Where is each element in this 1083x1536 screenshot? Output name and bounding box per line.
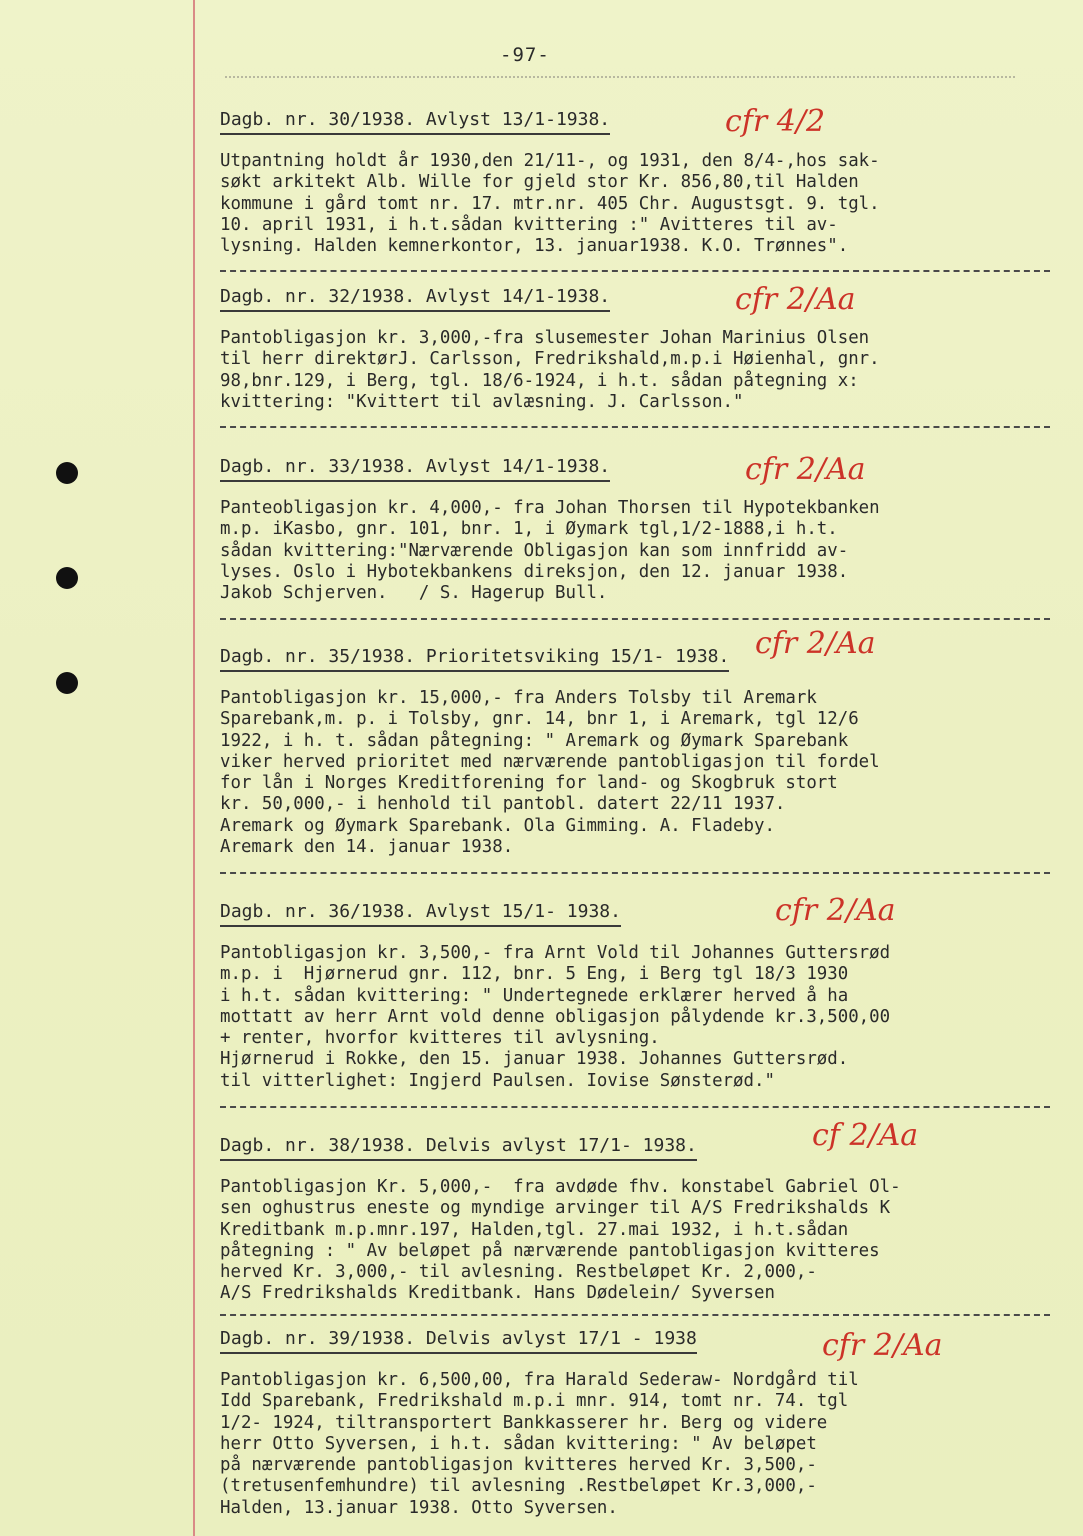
entry-heading: Dagb. nr. 36/1938. Avlyst 15/1- 1938. [220,900,621,927]
ledger-entry [220,645,1050,858]
entry-line: sen oghustrus eneste og myndige arvinger til A/S Fredrikshalds K [220,1198,891,1219]
entry-line: Panteobligasjon kr. 4,000,- fra Johan Thorsen til Hypotekbanken [220,498,880,518]
entry-line: kommune i gård tomt nr. 17. mtr.nr. 405 Chr. Augustsgt. 9. tgl. [220,193,880,214]
entry-line: 1/2- 1924, tiltransportert Bankkasserer hr. Berg og videre [220,1412,828,1433]
entry-divider [220,270,1050,272]
entry-heading: Dagb. nr. 30/1938. Avlyst 13/1-1938. [220,108,610,135]
entry-line: m.p. iKasbo, gnr. 101, bnr. 1, i Øymark tgl,1/2-1888,i h.t. [220,519,838,540]
entry-line: Sparebank,m. p. i Tolsby, gnr. 14, bnr 1, i Aremark, tgl 12/6 [220,709,859,730]
entry-divider [220,618,1050,620]
binder-hole [56,462,78,484]
entry-line: (tretusenfemhundre) til avlesning .Restbeløpet Kr.3,000,- [220,1476,817,1497]
entry-line: 10. april 1931, i h.t.sådan kvittering :" Avitteres til av- [220,214,838,235]
entry-line: Pantobligasjon Kr. 5,000,- fra avdøde fhv. konstabel Gabriel Ol- [220,1177,901,1197]
handwritten-stamp: cfr 2/Aa [775,893,896,928]
entry-line: Aremark og Øymark Sparebank. Ola Gimming. A. Fladeby. [220,815,775,836]
entry-line: Pantobligasjon kr. 15,000,- fra Anders Tolsby til Aremark [220,688,817,708]
entry-body [220,688,1050,858]
handwritten-stamp: cfr 2/Aa [735,282,856,317]
entry-heading: Dagb. nr. 39/1938. Delvis avlyst 17/1 - 1938 [220,1327,697,1354]
handwritten-stamp: cfr 2/Aa [755,626,876,661]
entry-line: til vitterlighet: Ingjerd Paulsen. Iovise Sønsterød." [220,1070,775,1091]
handwritten-stamp: cf 2/Aa [812,1118,919,1153]
handwritten-stamp: cfr 2/Aa [822,1328,943,1363]
entry-line: kvittering: "Kvittert til avlæsning. J. Carlsson." [220,391,744,412]
entry-line: søkt arkitekt Alb. Wille for gjeld stor Kr. 856,80,til Halden [220,172,859,193]
entry-line: Pantobligasjon kr. 3,000,-fra slusemester Johan Marinius Olsen [220,328,870,348]
entry-line: påtegning : " Av beløpet på nærværende pantobligasjon kvitteres [220,1240,880,1261]
entry-divider [220,872,1050,874]
entry-heading: Dagb. nr. 35/1938. Prioritetsviking 15/1- 1938. [220,645,729,672]
entry-line: 98,bnr.129, i Berg, tgl. 18/6-1924, i h.t. sådan påtegning x: [220,370,859,391]
header-dotted-line [225,76,1015,80]
ledger-entry [220,455,1050,604]
page-number: -97- [500,44,550,66]
binder-hole [56,672,78,694]
entry-line: lysning. Halden kemnerkontor, 13. januar1938. K.O. Trønnes". [220,236,849,257]
entry-body [220,328,1050,413]
handwritten-stamp: cfr 2/Aa [745,452,866,487]
ledger-entry [220,285,1050,413]
margin-line [193,0,195,1536]
entry-line: Idd Sparebank, Fredrikshald m.p.i mnr. 914, tomt nr. 74. tgl [220,1391,849,1412]
entry-divider [220,1106,1050,1108]
entry-line: til herr direktørJ. Carlsson, Fredrikshald,m.p.i Høienhal, gnr. [220,349,880,370]
entry-line: Jakob Schjerven. / S. Hagerup Bull. [220,583,608,604]
entry-line: herr Otto Syversen, i h.t. sådan kvittering: " Av beløpet [220,1433,817,1454]
entry-line: sådan kvittering:"Nærværende Obligasjon kan som innfridd av- [220,540,849,561]
entry-body [220,1370,1050,1519]
entry-line: herved Kr. 3,000,- til avlesning. Restbeløpet Kr. 2,000,- [220,1262,817,1283]
entry-heading: Dagb. nr. 32/1938. Avlyst 14/1-1938. [220,285,610,312]
entry-body [220,943,1050,1092]
entry-body [220,1177,1050,1305]
entry-body [220,151,1050,257]
binder-hole [56,567,78,589]
entry-heading: Dagb. nr. 38/1938. Delvis avlyst 17/1- 1938. [220,1134,697,1161]
entry-line: Hjørnerud i Rokke, den 15. januar 1938. Johannes Guttersrød. [220,1049,849,1070]
entry-line: lyses. Oslo i Hybotekbankens direksjon, den 12. januar 1938. [220,561,849,582]
entry-line: Halden, 13.januar 1938. Otto Syversen. [220,1497,618,1518]
entry-line: m.p. i Hjørnerud gnr. 112, bnr. 5 Eng, i Berg tgl 18/3 1930 [220,964,849,985]
entry-line: + renter, hvorfor kvitteres til avlysning. [220,1028,660,1049]
entry-line: for lån i Norges Kreditforening for land- og Skogbruk stort [220,773,838,794]
entry-line: Utpantning holdt år 1930,den 21/11-, og 1931, den 8/4-,hos sak- [220,151,880,171]
entry-heading: Dagb. nr. 33/1938. Avlyst 14/1-1938. [220,455,610,482]
entry-line: mottatt av herr Arnt vold denne obligasjon pålydende kr.3,500,00 [220,1006,891,1027]
entry-line: Pantobligasjon kr. 6,500,00, fra Harald Sederaw- Nordgård til [220,1370,859,1390]
handwritten-stamp: cfr 4/2 [725,104,826,139]
entry-divider [220,1314,1050,1316]
entry-line: Aremark den 14. januar 1938. [220,837,514,858]
entry-line: på nærværende pantobligasjon kvitteres herved Kr. 3,500,- [220,1455,817,1476]
entry-line: A/S Fredrikshalds Kreditbank. Hans Dødelein/ Syversen [220,1283,775,1304]
entry-line: Kreditbank m.p.mnr.197, Halden,tgl. 27.mai 1932, i h.t.sådan [220,1219,849,1240]
ledger-entry [220,108,1050,257]
ledger-entry [220,1134,1050,1305]
entry-line: viker herved prioritet med nærværende pantobligasjon til fordel [220,751,880,772]
ledger-entry [220,900,1050,1092]
entry-divider [220,426,1050,428]
entry-line: 1922, i h. t. sådan påtegning: " Aremark og Øymark Sparebank [220,730,849,751]
entry-line: i h.t. sådan kvittering: " Undertegnede erklærer herved å ha [220,985,849,1006]
entry-line: kr. 50,000,- i henhold til pantobl. datert 22/11 1937. [220,794,786,815]
entry-body [220,498,1050,604]
entry-line: Pantobligasjon kr. 3,500,- fra Arnt Vold til Johannes Guttersrød [220,943,891,963]
